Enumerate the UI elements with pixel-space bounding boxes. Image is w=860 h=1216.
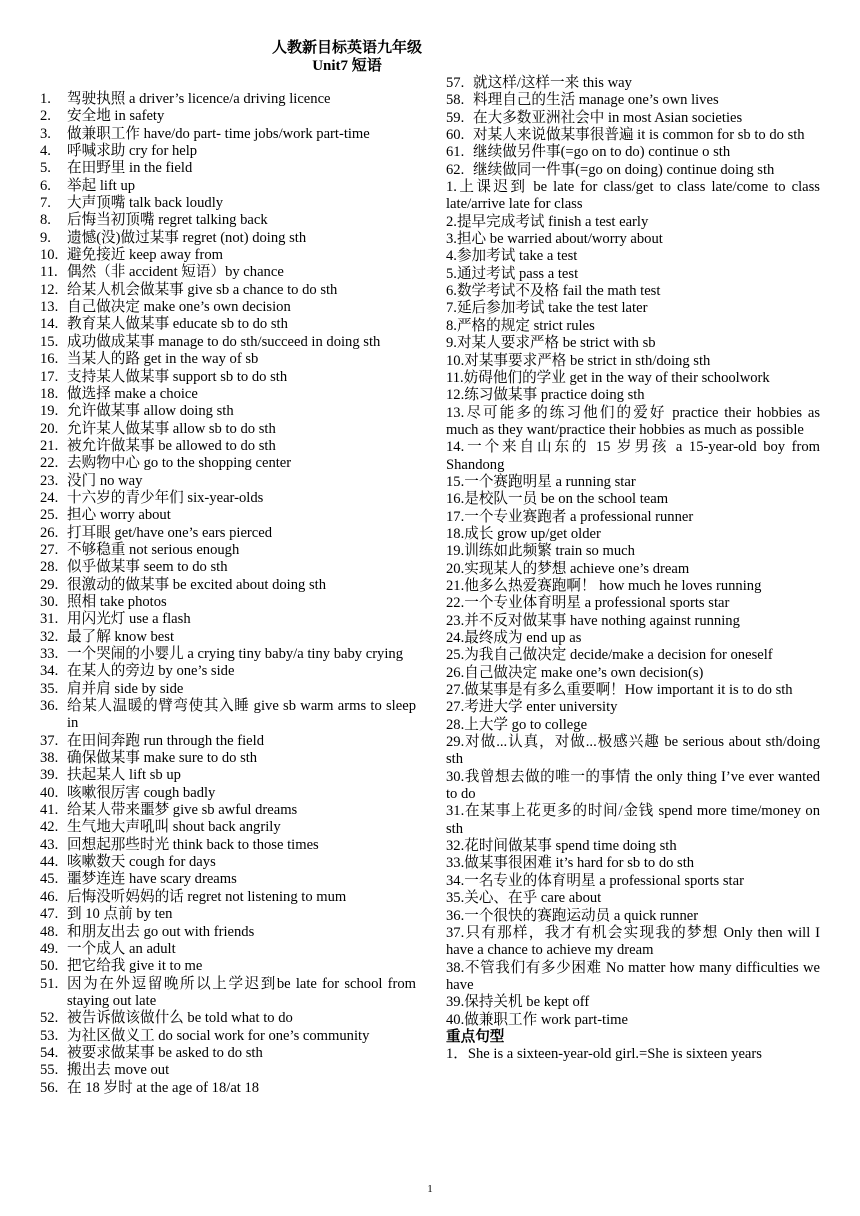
list-item: [40, 819, 416, 836]
list-item: [40, 160, 416, 177]
list-item: [40, 91, 416, 108]
document-subtitle: Unit7 短语: [312, 57, 382, 74]
item-number: 48.: [40, 923, 59, 940]
list-item: 1.上课迟到 be late for class/get to class late/come to class late/arrive late for class: [446, 179, 820, 213]
item-text: 允许做某事 allow doing sth: [67, 403, 234, 420]
sentence-item: 1．She is a sixteen-year-old girl.=She is sixteen years: [446, 1046, 762, 1063]
item-text: 咳嗽数天 cough for days: [67, 854, 216, 871]
item-text: 给某人带来噩梦 give sb awful dreams: [67, 802, 298, 819]
list-item: 17.一个专业赛跑者 a professional runner: [446, 508, 694, 525]
item-number: 62.: [446, 161, 465, 178]
item-number: 10.: [40, 247, 59, 264]
list-item: 3.担心 be warried about/worry about: [446, 231, 663, 248]
list-item: 37.只有那样，我才有机会实现我的梦想 Only then will I have a chance to achieve my dream: [446, 924, 820, 959]
item-number: 29.: [40, 576, 59, 593]
list-item: 12.练习做某事 practice doing sth: [446, 387, 645, 404]
item-number: 37.: [40, 732, 59, 749]
list-item: 30.我曾想去做的唯一的事情 the only thing I’ve ever wanted to do: [446, 768, 820, 803]
item-text: 继续做另件事(=go on to do) continue o sth: [473, 144, 731, 161]
list-item: [40, 282, 416, 299]
left-column: [40, 0, 416, 1097]
list-item: [40, 1045, 416, 1062]
list-item: 22.一个专业体育明星 a professional sports star: [446, 595, 730, 612]
list-item: 31.在某事上花更多的时间/金钱 spend more time/money on sth: [446, 803, 820, 837]
list-item: [40, 438, 416, 455]
item-text: 教育某人做某事 educate sb to do sth: [67, 316, 288, 333]
list-item: 39.保持关机 be kept off: [446, 994, 590, 1011]
item-text: 扶起某人 lift sb up: [67, 767, 181, 784]
item-text: 很激动的做某事 be excited about doing sth: [67, 576, 327, 593]
item-number: 33.: [40, 646, 59, 662]
item-text: 搬出去 move out: [67, 1062, 170, 1079]
item-number: 44.: [40, 854, 59, 871]
list-item: [40, 958, 416, 975]
list-item: [40, 369, 416, 386]
right-column: [446, 0, 820, 1064]
list-item: [40, 490, 416, 507]
list-item: [40, 611, 416, 628]
list-item: [40, 316, 416, 333]
item-number: 11.: [40, 264, 58, 281]
item-text: 照相 take photos: [67, 593, 167, 610]
item-text: 噩梦连连 have scary dreams: [67, 871, 237, 888]
list-item: 32.花时间做某事 spend time doing sth: [446, 838, 677, 855]
item-number: 47.: [40, 906, 59, 923]
item-text: 去购物中心 go to the shopping center: [67, 455, 292, 472]
list-item: [40, 1010, 416, 1027]
list-item: 29.对做...认真，对做...极感兴趣 be serious about sth/doing sth: [446, 734, 820, 768]
list-item: [40, 871, 416, 888]
list-item: 11.妨碍他们的学业 get in the way of their schoolwork: [446, 369, 770, 386]
item-text: 到 10 点前 by ten: [67, 906, 173, 923]
item-text: 在某人的旁边 by one’s side: [67, 663, 235, 680]
item-text: 打耳眼 get/have one’s ears pierced: [67, 524, 273, 541]
list-item: [446, 144, 820, 161]
item-number: 35.: [40, 680, 59, 697]
list-item: [40, 334, 416, 351]
list-item: 27.考进大学 enter university: [446, 699, 618, 716]
item-text: 十六岁的青少年们 six-year-olds: [67, 489, 264, 506]
item-number: 22.: [40, 455, 59, 472]
list-item: 26.自己做决定 make one’s own decision(s): [446, 664, 704, 681]
list-item: [40, 837, 416, 854]
item-number: 28.: [40, 559, 59, 576]
item-text: 最了解 know best: [67, 628, 175, 645]
item-number: 58.: [446, 92, 465, 109]
list-item: [40, 403, 416, 420]
item-number: 60.: [446, 127, 465, 144]
item-text: 被允许做某事 be allowed to do sth: [67, 437, 276, 454]
item-number: 7.: [40, 195, 51, 212]
list-item: [40, 108, 416, 125]
list-item: [40, 594, 416, 611]
item-number: 50.: [40, 958, 59, 975]
list-item: [40, 976, 416, 1011]
list-item: 19.训练如此频繁 train so much: [446, 543, 635, 560]
item-number: 39.: [40, 767, 59, 784]
list-item: [40, 802, 416, 819]
item-number: 26.: [40, 524, 59, 541]
item-number: 24.: [40, 489, 59, 506]
list-item: 34.一名专业的体育明星 a professional sports star: [446, 872, 744, 889]
item-number: 55.: [40, 1062, 59, 1079]
item-text: 肩并肩 side by side: [67, 680, 184, 697]
item-number: 21.: [40, 437, 59, 454]
item-text: 用闪光灯 use a flash: [67, 611, 191, 628]
item-number: 40.: [40, 784, 59, 801]
list-item: [40, 941, 416, 958]
item-text: 当某人的路 get in the way of sb: [67, 351, 259, 368]
item-number: 56.: [40, 1079, 59, 1096]
item-number: 54.: [40, 1044, 59, 1061]
item-number: 51.: [40, 975, 59, 992]
item-text: 为社区做义工 do social work for one’s community: [67, 1027, 370, 1044]
list-item: [40, 629, 416, 646]
list-item: 16.是校队一员 be on the school team: [446, 491, 669, 508]
list-item: [446, 127, 820, 144]
item-text: 被告诉做该做什么 be told what to do: [67, 1010, 293, 1027]
item-number: 57.: [446, 75, 465, 91]
list-item: [40, 559, 416, 576]
list-item: 9.对某人要求严格 be strict with sb: [446, 335, 656, 352]
item-number: 25.: [40, 507, 59, 524]
item-text: 没门 no way: [67, 472, 143, 489]
list-item: 24.最终成为 end up as: [446, 630, 582, 646]
list-item: [40, 924, 416, 941]
item-number: 41.: [40, 802, 59, 819]
list-item: [40, 698, 416, 733]
list-item: [446, 162, 820, 179]
list-item: [40, 889, 416, 906]
list-item: [40, 230, 416, 247]
item-number: 49.: [40, 940, 59, 957]
list-item: 20.实现某人的梦想 achieve one’s dream: [446, 560, 690, 577]
item-text: 做兼职工作 have/do part- time jobs/work part-time: [67, 125, 370, 142]
item-text: 一个哭闹的小婴儿 a crying tiny baby/a tiny baby crying: [67, 646, 404, 662]
list-item: [40, 750, 416, 767]
item-number: 46.: [40, 888, 59, 905]
list-item: [40, 906, 416, 923]
list-item: 4.参加考试 take a test: [446, 248, 578, 265]
list-item: [446, 110, 820, 127]
section-heading: 重点句型: [446, 1028, 505, 1045]
item-number: 45.: [40, 871, 59, 888]
item-text: 就这样/这样一来 this way: [473, 75, 632, 91]
list-item: [40, 264, 416, 281]
item-number: 30.: [40, 593, 59, 610]
item-number: 19.: [40, 403, 59, 420]
list-item: [40, 646, 416, 663]
item-text: 安全地 in safety: [67, 108, 165, 125]
list-item: [40, 421, 416, 438]
list-item: 15.一个赛跑明星 a running star: [446, 473, 636, 490]
list-item: [40, 247, 416, 264]
item-text: 驾驶执照 a driver’s licence/a driving licence: [67, 91, 331, 107]
item-text: 因为在外逗留晚所以上学迟到be late for school from staying out late: [67, 975, 416, 1009]
item-number: 20.: [40, 420, 59, 437]
item-text: 后悔没听妈妈的话 regret not listening to mum: [67, 888, 347, 905]
list-item: 33.做某事很困难 it’s hard for sb to do sth: [446, 855, 695, 872]
list-item: [40, 299, 416, 316]
item-text: 在田野里 in the field: [67, 160, 193, 177]
list-item: 8.严格的规定 strict rules: [446, 317, 595, 334]
item-text: 做选择 make a choice: [67, 385, 198, 402]
list-item: [40, 854, 416, 871]
item-text: 自己做决定 make one’s own decision: [67, 299, 291, 316]
item-text: 生气地大声吼叫 shout back angrily: [67, 819, 281, 836]
list-item: 10.对某事要求严格 be strict in sth/doing sth: [446, 352, 711, 369]
item-text: 后悔当初顶嘴 regret talking back: [67, 212, 268, 229]
item-number: 18.: [40, 385, 59, 402]
list-item: 7.延后参加考试 take the test later: [446, 300, 648, 317]
page-number: 1: [427, 1183, 433, 1195]
list-item: 23.并不反对做某事 have nothing against running: [446, 612, 740, 629]
list-item: 36.一个很快的赛跑运动员 a quick runner: [446, 907, 699, 924]
item-text: 被要求做某事 be asked to do sth: [67, 1044, 263, 1061]
item-number: 9.: [40, 229, 51, 246]
item-number: 59.: [446, 109, 465, 126]
item-text: 担心 worry about: [67, 507, 171, 524]
list-item: [40, 143, 416, 160]
list-item: [40, 1028, 416, 1045]
item-number: 36.: [40, 698, 59, 715]
list-item: 28.上大学 go to college: [446, 716, 588, 733]
list-item: [40, 212, 416, 229]
list-item: 27.做某事是有多么重要啊！How important it is to do sth: [446, 682, 793, 699]
item-text: 对某人来说做某事很普遍 it is common for sb to do sth: [473, 127, 805, 144]
document-title: 人教新目标英语九年级: [271, 40, 422, 56]
item-text: 举起 lift up: [67, 177, 136, 194]
item-text: 允许某人做某事 allow sb to do sth: [67, 420, 276, 437]
list-item: [40, 785, 416, 802]
list-item: [446, 75, 820, 92]
item-number: 13.: [40, 299, 59, 316]
list-item: 2.提早完成考试 finish a test early: [446, 213, 649, 230]
item-number: 12.: [40, 281, 59, 298]
list-item: [40, 1062, 416, 1079]
item-text: 偶然（非 accident 短语）by chance: [67, 264, 284, 281]
item-number: 14.: [40, 316, 59, 333]
item-text: 在大多数亚洲社会中 in most Asian societies: [473, 109, 743, 126]
item-text: 在 18 岁时 at the age of 18/at 18: [67, 1079, 260, 1096]
list-item: [40, 525, 416, 542]
item-number: 38.: [40, 750, 59, 767]
item-number: 6.: [40, 177, 51, 194]
item-number: 52.: [40, 1010, 59, 1027]
list-item: 13.尽可能多的练习他们的爱好 practice their hobbies as much as they want/practice their hobbies as much as possible: [446, 404, 820, 438]
item-number: 3.: [40, 125, 51, 142]
list-item: [40, 542, 416, 559]
list-item: [446, 92, 820, 109]
item-text: 避免接近 keep away from: [67, 247, 224, 264]
item-text: 给某人温暖的臂弯使其入睡 give sb warm arms to sleep in: [67, 698, 416, 732]
item-number: 32.: [40, 628, 59, 645]
list-item: [40, 577, 416, 594]
item-number: 5.: [40, 160, 51, 177]
list-item: [40, 507, 416, 524]
list-item: [40, 195, 416, 212]
item-text: 咳嗽很厉害 cough badly: [67, 784, 216, 801]
item-text: 一个成人 an adult: [67, 940, 176, 957]
list-item: [40, 473, 416, 490]
item-text: 在田间奔跑 run through the field: [67, 732, 264, 749]
item-text: 支持某人做某事 support sb to do sth: [67, 368, 288, 385]
list-item: [40, 351, 416, 368]
list-item: 18.成长 grow up/get older: [446, 525, 601, 542]
item-number: 1.: [40, 91, 51, 107]
item-number: 23.: [40, 472, 59, 489]
item-number: 4.: [40, 143, 51, 160]
list-item: 14.一个来自山东的 15 岁男孩 a 15-year-old boy from Shandong: [446, 439, 820, 473]
list-item: [40, 126, 416, 143]
item-text: 似乎做某事 seem to do sth: [67, 559, 228, 576]
list-item: [40, 178, 416, 195]
list-item: [40, 455, 416, 472]
list-item: [40, 386, 416, 403]
item-text: 把它给我 give it to me: [67, 958, 203, 975]
list-item: 38.不管我们有多少困难 No matter how many difficulties we have: [446, 959, 820, 993]
item-text: 回想起那些时光 think back to those times: [67, 836, 319, 853]
item-number: 17.: [40, 368, 59, 385]
item-text: 遗憾(没)做过某事 regret (not) doing sth: [67, 229, 307, 246]
item-text: 呼喊求助 cry for help: [67, 143, 198, 160]
list-item: 25.为我自己做决定 decide/make a decision for oneself: [446, 647, 773, 664]
list-item: [40, 663, 416, 680]
list-item: [40, 767, 416, 784]
list-item: [40, 733, 416, 750]
item-number: 8.: [40, 212, 51, 229]
item-number: 53.: [40, 1027, 59, 1044]
item-text: 成功做成某事 manage to do sth/succeed in doing sth: [67, 333, 381, 350]
list-item: [40, 1080, 416, 1097]
item-number: 42.: [40, 819, 59, 836]
list-item: 6.数学考试不及格 fail the math test: [446, 283, 661, 300]
item-text: 料理自己的生活 manage one’s own lives: [473, 92, 719, 109]
item-text: 大声顶嘴 talk back loudly: [67, 195, 224, 212]
item-number: 15.: [40, 333, 59, 350]
item-text: 确保做某事 make sure to do sth: [67, 750, 258, 767]
list-item: 5.通过考试 pass a test: [446, 265, 579, 282]
list-item: [40, 681, 416, 698]
item-number: 31.: [40, 611, 59, 628]
list-item: 21.他多么热爱赛跑啊！ how much he loves running: [446, 577, 762, 594]
item-text: 给某人机会做某事 give sb a chance to do sth: [67, 281, 338, 298]
list-item: 40.做兼职工作 work part-time: [446, 1011, 628, 1028]
item-number: 61.: [446, 144, 465, 161]
item-number: 16.: [40, 351, 59, 368]
item-number: 2.: [40, 108, 51, 125]
item-text: 和朋友出去 go out with friends: [67, 923, 255, 940]
item-number: 34.: [40, 663, 59, 680]
item-text: 不够稳重 not serious enough: [67, 541, 240, 558]
list-item: 35.关心、在乎 care about: [446, 890, 602, 907]
item-text: 继续做同一件事(=go on doing) continue doing sth: [473, 161, 775, 178]
item-number: 43.: [40, 836, 59, 853]
item-number: 27.: [40, 541, 59, 558]
